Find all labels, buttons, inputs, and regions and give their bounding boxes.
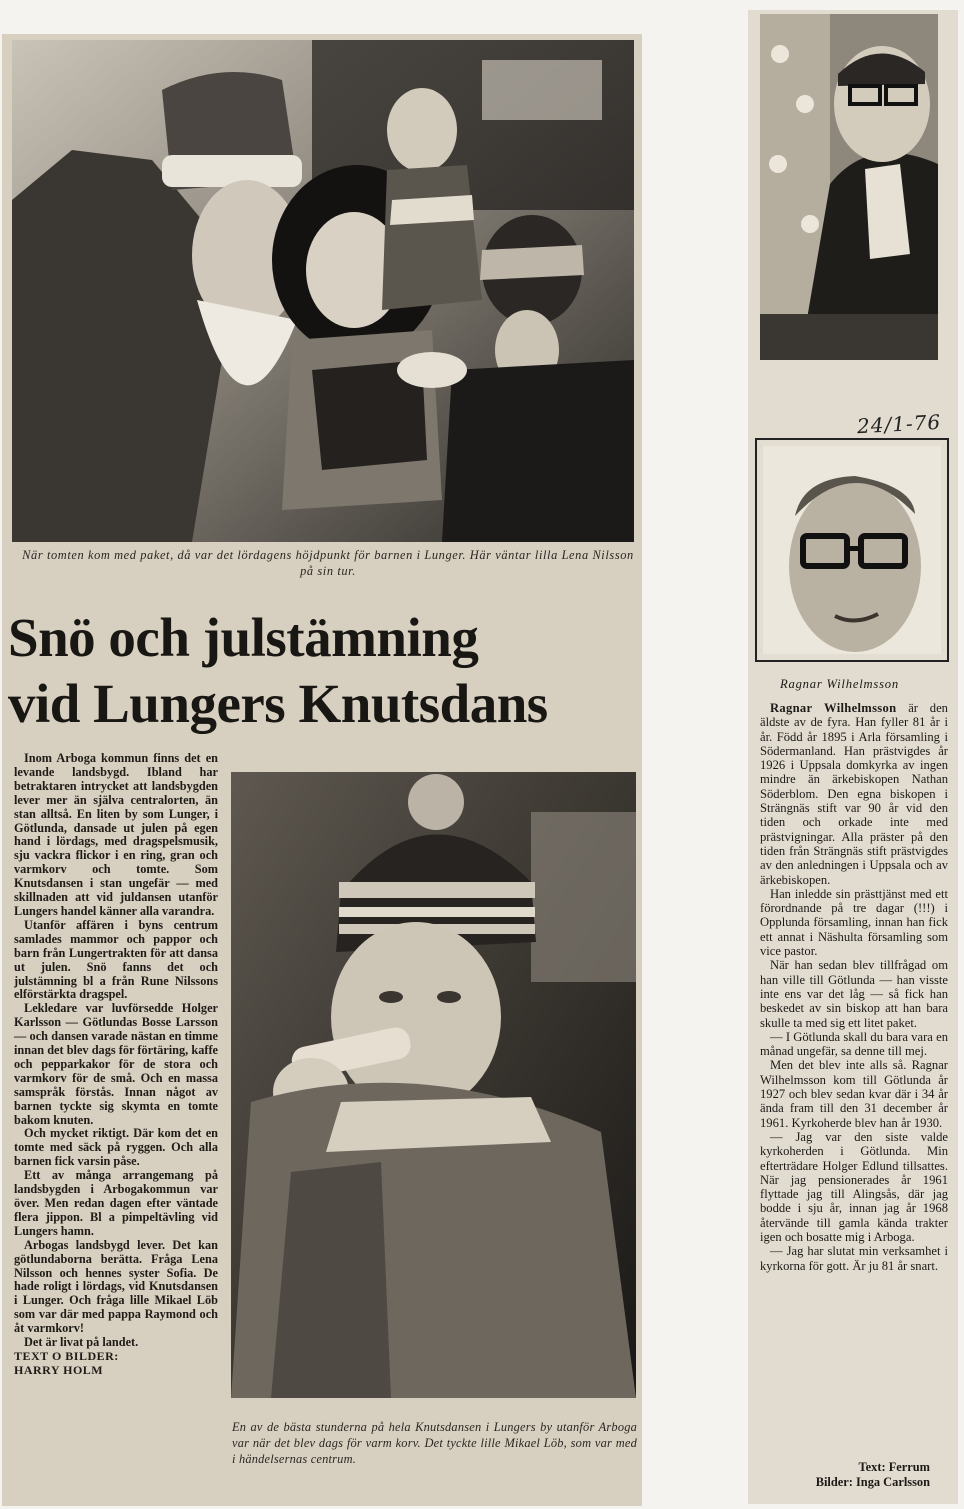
article-paragraph: Arbogas landsbygd lever. Det kan götlundaborna berätta. Fråga Lena Nilsson och hennes syster Sofia. De hade roligt i lördags, vid Knutsdansen i Lunger. Och fråga lille Mikael Löb som var där med pappa Raymond och åt varmkorv! [14,1237,218,1336]
article-paragraph: Det är livat på landet. [24,1335,139,1350]
article-body [14,752,218,1378]
headline-line1: Snö och julstämning [8,607,479,668]
article-paragraph: Och mycket riktigt. Där kom det en tomte med säck på ryggen. Och alla barnen fick varsin påse. [14,1126,218,1169]
portrait-frame [755,438,949,662]
right-article-lead-text: är den äldste av de fyra. Han fyller 81 år i år. Född år 1895 i Arla församling i Södermanland. Han prästvigdes år 1926 i Uppsala domkyrka av ingen mindre än ärkebiskopen Nathan Söderblom. Den egna biskopen i Strängnäs stift var 90 år vid den tiden och orkade inte med prästvigningar. Alla präster på den tiden från Strängnäs stift prästvigdes av den anledningen i Uppsala och av ärkebiskopen. [760,701,948,887]
credit-photos: Bilder: Inga Carlsson [815,1475,930,1489]
right-article-paragraph: När han sedan blev tillfrågad om han ville till Götlunda — han visste inte ens var det låg — så fick han beskedet av sin biskop att han bara skulle ta med sig ett litet paket. [760,958,948,1030]
article-paragraph: Inom Arboga kommun finns det en levande landsbygd. Ibland har betraktaren intrycket att landsbygden lever mer än själva centralorten, än stan alltså. En liten by som Lunger, i Götlunda, dansade ut julen på egen hand i lördags, med dragspelsmusik, sju vackra flickor i en ring, gran och varmkorv och tomte. Som Knutsdansen i stan ungefär — med skillnaden att vid juldansen utanför Lungers handel känner alla varandra. [14,751,218,918]
portrait-photo-top [760,14,938,360]
lead-name: Ragnar Wilhelmsson [770,701,897,715]
article-paragraph: Utanför affären i byns centrum samlades mammor och pappor och barn från Lungertrakten för att dansa ut julen. Snö fanns det och julstämning bl a från Rune Nilssons elförstärkta dragspel. [14,917,218,1002]
santa-children-photo [12,40,634,542]
credit-text: Text: Ferrum [858,1460,930,1474]
handwritten-date-right: 24/1-76 [856,409,942,439]
child-eating-photo [231,772,636,1398]
child-photo-caption: En av de bästa stunderna på hela Knutsdansen i Lungers by utanför Arboga var när det blev dags för varm korv. Det tyckte lille Mikael Löb, som var med i händelsernas centrum. [232,1420,637,1466]
article-credit-name: HARRY HOLM [14,1362,104,1377]
right-article-paragraph: — Jag var den siste valde kyrkoherden i Götlunda. Min efterträdare Holger Edlund tillsattes. När jag pensionerades år 1961 flyttade jag till Alingsås, där jag bodde i sju år, innan jag år 1968 återvände till gamla kända trakter igen och bosatte mig i Arboga. [760,1129,948,1244]
article-credit-label: TEXT O BILDER: [14,1348,119,1363]
article-paragraph: Ett av många arrangemang på landsbygden i Arbogakommun var över. Men redan dagen efter väntade flera jippon. Bl a pimpeltävling vid Lungers hamn. [14,1168,218,1238]
right-article-paragraph: Men det blev inte alls så. Ragnar Wilhelmsson kom till Götlunda år 1927 och blev sedan kvar där i 34 år ända fram till den 31 december år 1961. Kyrkoherde blev han år 1930. [760,1058,948,1130]
article-paragraph: Lekledare var luvförsedde Holger Karlsson — Götlundas Bosse Larsson — och dansen varade nästan en timme innan det blev dags för förtäring, kaffe och pepparkakor för de stora och varmkorv för de små. Och en massa samspråk förstås. Innan något av barnen tyckte sig skymta en tomte bakom knuten. [14,1001,218,1127]
right-article-credits [760,1460,930,1490]
headline-line2: vid Lungers Knutsdans [8,673,548,734]
top-photo-caption: När tomten kom med paket, då var det lördagens höjdpunkt för barnen i Lunger. Här väntar lilla Lena Nilsson på sin tur. [22,548,634,578]
right-article-paragraph: — I Götlunda skall du bara vara en månad ungefär, sa denne till mej. [760,1029,948,1059]
right-article-paragraph [760,701,948,887]
portrait-caption: Ragnar Wilhelmsson [780,677,899,691]
portrait-photo-framed [763,446,941,654]
right-article-paragraph: Han inledde sin prästtjänst med ett förordnande på tre dagar (!!!) i Opplunda församling, innan han fick ett annat i Näshulta församling som vice pastor. [760,886,948,959]
right-article-body [760,701,948,1273]
right-article-paragraph: — Jag har slutat min verksamhet i kyrkorna för gott. Är ju 81 år snart. [760,1244,948,1273]
